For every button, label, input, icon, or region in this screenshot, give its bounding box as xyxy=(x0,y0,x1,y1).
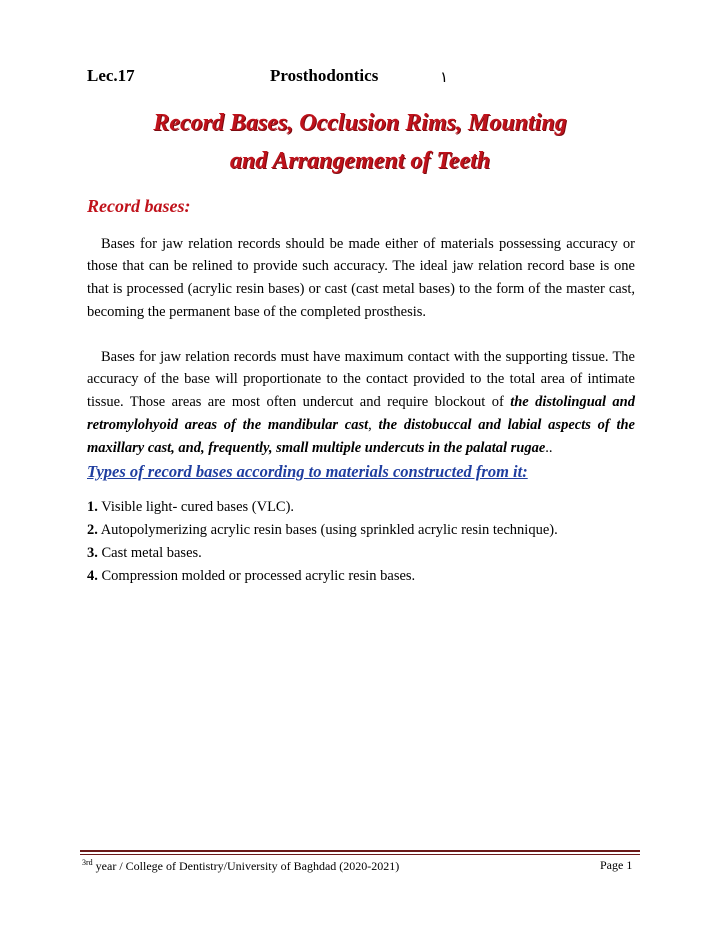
footer-divider xyxy=(80,850,640,852)
section-heading-record-bases: Record bases: xyxy=(87,196,191,216)
paragraph-2 xyxy=(87,346,635,460)
paragraph-2-emphasis-2: the distobuccal and labial aspects of the maxillary cast, and, frequently, small multiple undercuts in the palatal rugae xyxy=(87,416,635,456)
title-line-2: and Arrangement of Teeth xyxy=(229,148,491,174)
page-number: Page 1 xyxy=(600,858,633,872)
types-list xyxy=(87,496,647,588)
list-item: 4. Compression molded or processed acrylic resin bases. xyxy=(87,568,416,584)
paragraph-1: Bases for jaw relation records should be made either of materials possessing accuracy or those that can be relined to provide such accuracy. The ideal jaw relation record base is one that is processed (acrylic resin bases) or cast (cast metal bases) to the form of the master cast, becoming the permanent base of the completed prosthesis. xyxy=(87,235,635,320)
footer-divider-thin xyxy=(80,854,640,855)
list-item: 2. Autopolymerizing acrylic resin bases (using sprinkled acrylic resin technique). xyxy=(87,522,558,538)
title-line-1: Record Bases, Occlusion Rims, Mounting xyxy=(153,110,567,136)
paragraph-2-end: .. xyxy=(545,439,553,456)
paragraph-2-emphasis-1: the distolingual and retromylohyoid areas of the mandibular cast xyxy=(87,394,636,433)
footer-text xyxy=(82,858,399,874)
list-item: 1. Visible light- cured bases (VLC). xyxy=(87,499,295,515)
lecture-number: Lec.17 xyxy=(87,66,135,85)
section-heading-types: Types of record bases according to materials constructed from it: xyxy=(87,462,528,481)
paragraph-2-comma: , xyxy=(368,416,379,433)
arabic-page-mark: ١ xyxy=(440,70,449,86)
footer-institution: year / College of Dentistry/University of Baghdad (2020-2021) xyxy=(92,859,400,873)
paragraph-2-text: Bases for jaw relation records must have maximum contact with the supporting tissue. The accuracy of the base will proportionate to the contact provided to the total area of intimate tissue. Those areas are most often undercut and require blockout of xyxy=(87,348,635,411)
subject-title: Prosthodontics xyxy=(270,66,379,85)
footer-year-sup: 3rd xyxy=(82,858,93,867)
page-title xyxy=(60,104,660,180)
list-item: 3. Cast metal bases. xyxy=(87,545,202,561)
